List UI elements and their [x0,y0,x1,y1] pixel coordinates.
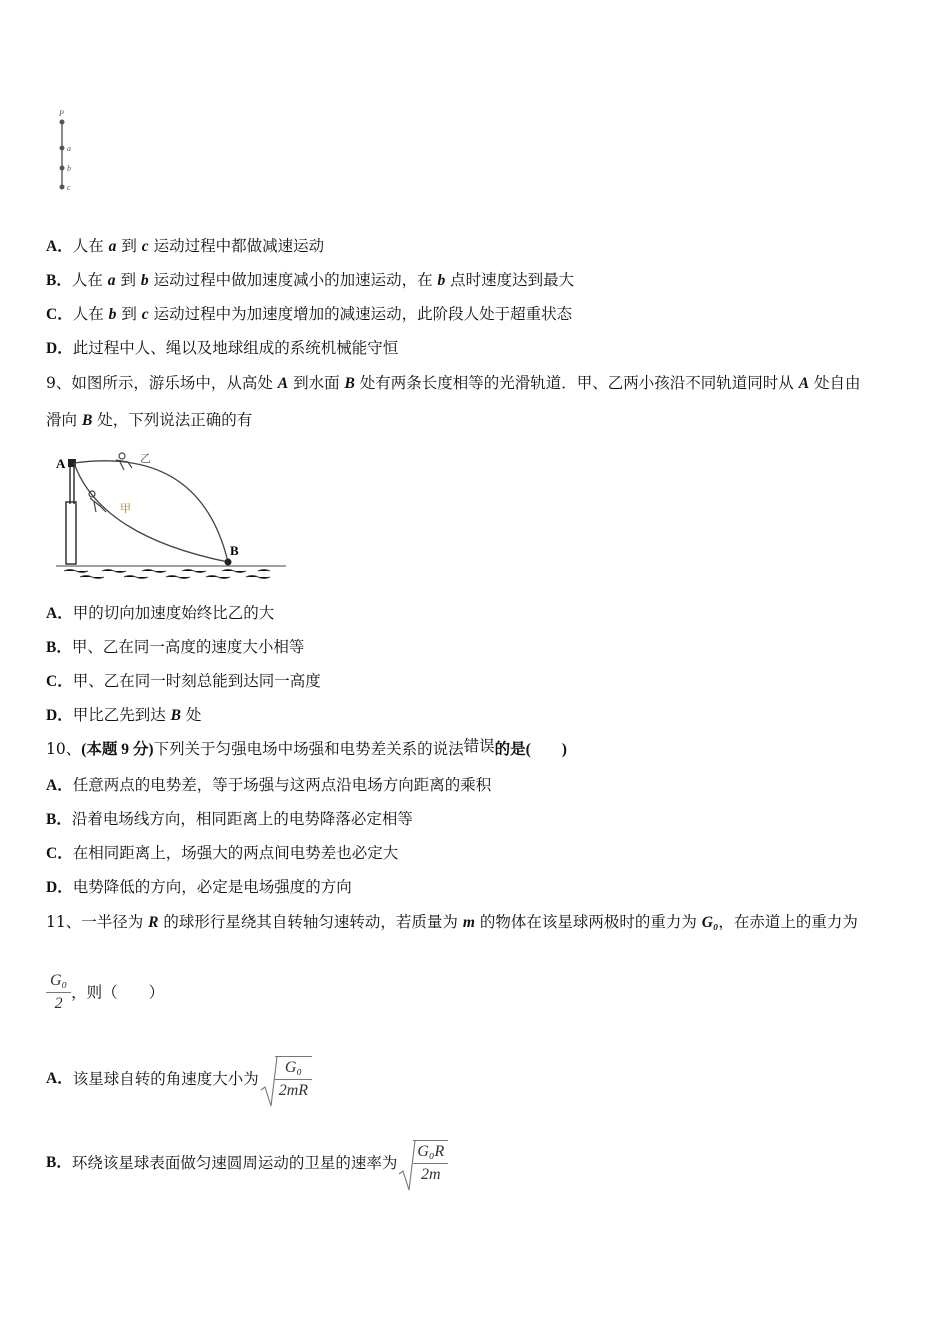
point-b [225,559,232,566]
track-yi [74,461,228,562]
sqrt-expression-a: $\frac{\text{G₀}}{2mR}$ [259,1056,312,1102]
q11-stem-line2: $\frac{\text{G₀}}{2}$ ，则（ ） [46,970,164,1015]
point-b [60,166,65,171]
label-b: B [230,543,239,558]
q11-option-a: A．该星球自转的角速度大小为 $\frac{\text{G₀}}{2mR}$ [46,1056,312,1102]
q10-stem: 10、(本题 9 分)下列关于匀强电场中场强和电势差关系的说法错误的是( ) [46,737,567,758]
point-label-a: a [67,144,71,153]
q11-option-b: B．环绕该星球表面做匀速圆周运动的卫星的速率为 $\frac{\text{G₀R}}{2m}$ [46,1140,448,1186]
water-surface [56,566,286,579]
slide-tracks-figure [50,446,295,586]
radical-sign-icon [397,1140,417,1192]
point-p [60,120,65,125]
radical-sign-icon [259,1056,279,1108]
q8-option-a: A．人在 a 到 c 运动过程中都做减速运动 [46,237,325,255]
q10-option-d: D．电势降低的方向，必定是电场强度的方向 [46,878,352,896]
point-label-p: P [59,109,64,118]
track-jia [74,463,228,562]
tower-post [66,502,76,564]
q9-option-c: C．甲、乙在同一时刻总能到达同一高度 [46,672,321,690]
q9-stem-line1: 9、如图所示，游乐场中，从高处 A 到水面 B 处有两条长度相等的光滑轨道．甲、乙两小孩沿不同轨道同时从 A 处自由 [46,374,861,392]
point-a [60,146,65,151]
q9-option-d: D．甲比乙先到达 B 处 [46,706,202,724]
q8-option-c: C．人在 b 到 c 运动过程中为加速度增加的减速运动，此阶段人处于超重状态 [46,305,573,323]
rope-points-figure [52,106,92,196]
q10-option-a: A．任意两点的电势差，等于场强与这两点沿电场方向距离的乘积 [46,776,492,794]
label-yi: 乙 [140,453,151,465]
q11-stem-line1: 11、一半径为 R 的球形行星绕其自转轴匀速转动，若质量为 m 的物体在该星球两极时的重力为 G₀，在赤道上的重力为 [46,913,858,931]
q10-emphasis: 错误 [463,737,495,755]
q9-stem-line2: 滑向 B 处，下列说法正确的有 [46,411,253,429]
q10-option-c: C．在相同距离上，场强大的两点间电势差也必定大 [46,844,399,862]
q8-option-d: D．此过程中人、绳以及地球组成的系统机械能守恒 [46,339,399,357]
q8-option-b: B．人在 a 到 b 运动过程中做加速度减小的加速运动，在 b 点时速度达到最大 [46,271,575,289]
point-c [60,185,65,190]
label-jia: 甲 [120,503,131,515]
gravity-fraction: $\frac{\text{G₀}}{2}$ [46,970,71,1015]
q10-option-b: B．沿着电场线方向，相同距离上的电势降落必定相等 [46,810,413,828]
label-a: A [56,456,66,471]
q9-option-b: B．甲、乙在同一高度的速度大小相等 [46,638,305,656]
point-label-b: b [67,164,71,173]
q9-option-a: A．甲的切向加速度始终比乙的大 [46,604,275,622]
point-label-c: c [67,183,71,192]
sqrt-expression-b: $\frac{\text{G₀R}}{2m}$ [397,1140,448,1186]
